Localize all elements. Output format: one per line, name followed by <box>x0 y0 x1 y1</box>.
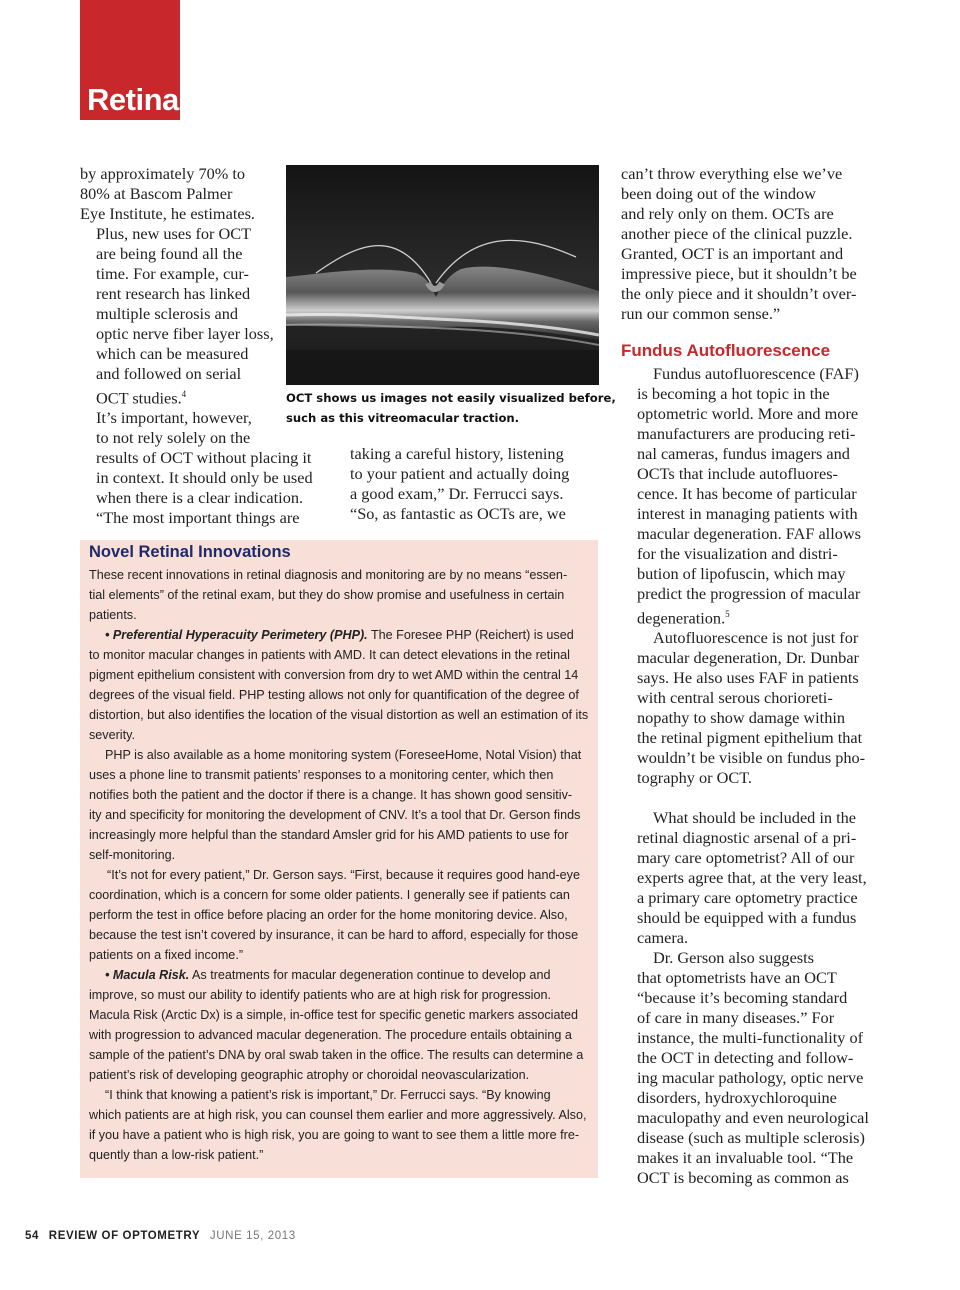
oct-scan-graphic <box>286 165 599 385</box>
col3-paragraph-5: Dr. Gerson also suggests that optometrists have an OCT “because it’s becoming standard of care in many diseases.” For instance, the multi-functionality of the OCT in detecting and follow- ing macular pathology, optic nerve disorders, hydroxychloroquine maculopathy and even neurological disease (such as multiple sclerosis) makes it an invaluable tool. “The OCT is becoming as common as <box>637 948 869 1188</box>
column-3-continued <box>621 364 881 1188</box>
magazine-name: REVIEW OF OPTOMETRY <box>48 1230 201 1242</box>
column-3 <box>621 164 881 324</box>
subheading-fundus-autofluorescence: Fundus Autofluorescence <box>621 341 831 360</box>
sidebar-box <box>80 540 598 1178</box>
column-1 <box>80 164 320 528</box>
col3-paragraph-2: Fundus autofluorescence (FAF) is becoming a hot topic in the optometric world. More and more manufacturers are producing reti- nal cameras, fundus imagers and OCTs that include autofluores- cence. It has become of particular interest in managing patients with macular degeneration. FAF allows for the visualization and distri- bution of lipofuscin, which may predict the progression of macular degeneration.$^5$ <box>637 364 861 628</box>
footnote-ref: 4 <box>181 389 187 399</box>
section-label: Retina <box>87 82 179 117</box>
oct-scan-image <box>286 165 599 385</box>
col1-paragraph-3: It’s important, however, to not rely solely on the results of OCT without placing it in context. It should only be used when there is a clear indication. “The most important things are <box>96 408 313 528</box>
section-tab <box>80 0 180 120</box>
col1-paragraph-1: by approximately 70% to 80% at Bascom Palmer Eye Institute, he estimates. <box>80 164 255 223</box>
macula-label: • Macula Risk. <box>105 968 190 982</box>
footnote-ref: 5 <box>725 609 730 619</box>
issue-date: JUNE 15, 2013 <box>209 1230 296 1242</box>
figure-caption: OCT shows us images not easily visualized before, such as this vitreomacular traction. <box>286 391 616 425</box>
sidebar-body <box>89 565 591 1165</box>
sidebar-php: • Preferential Hyperacuity Perimetery (PHP). The Foresee PHP (Reichert) is used to monitor macular changes in patients with AMD. It can detect elevations in the retinal pigment epithelium consistent with conversion from dry to wet AMD within the central 14 degrees of the visual field. PHP testing allows not only for quantification of the degree of distortion, but also identifies the location of the visual distortion as well an estimation of its severity. <box>89 628 589 742</box>
sidebar-macula-risk: • Macula Risk. As treatments for macular degeneration continue to develop and improve, so must our ability to identify patients who are at high risk for progression. Macula Risk (Arctic Dx) is a simple, in-office test for specific genetic markers associated with progression to advanced macular degeneration. The procedure entails obtaining a sample of the patient’s DNA by oral swab taken in the office. The results can determine a patient’s risk of developing geographic atrophy or choroidal neovascularization. <box>89 968 584 1082</box>
sidebar-title: Novel Retinal Innovations <box>89 543 291 561</box>
page-number: 54 <box>25 1230 39 1242</box>
sidebar-gerson-quote: “It’s not for every patient,” Dr. Gerson says. “First, because it requires good hand-eye coordination, which is a concern for some older patients. I generally see if patients can perform the test in office before placing an order for the home monitoring device. Also, because the test isn’t covered by insurance, it can be hard to afford, especially for those patients on a fixed income.” <box>89 868 580 962</box>
page-footer <box>25 1230 296 1242</box>
col1-paragraph-2: Plus, new uses for OCT are being found all the time. For example, cur- rent research has linked multiple sclerosis and optic nerve fiber layer loss, which can be measured and followed on serial OCT studies.$^4$ <box>96 224 274 408</box>
column-2: taking a careful history, listening to your patient and actually doing a good exam,” Dr. Ferrucci says. “So, as fantastic as OCTs are, we <box>350 444 570 523</box>
sidebar-ferrucci-quote: “I think that knowing a patient’s risk is important,” Dr. Ferrucci says. “By knowing which patients are at high risk, you can counsel them earlier and more aggressively. Also, if you have a patient who is high risk, you are going to want to see them a little more fre- quently than a low-risk patient.” <box>89 1088 587 1162</box>
col3-paragraph-1: can’t throw everything else we’ve been doing out of the window and rely only on them. OCTs are another piece of the clinical puzzle. Granted, OCT is an important and impressive piece, but it shouldn’t be the only piece and it shouldn’t over- run our common sense.” <box>621 164 857 323</box>
php-label: • Preferential Hyperacuity Perimetery (PHP). <box>105 628 368 642</box>
col3-paragraph-4: What should be included in the retinal diagnostic arsenal of a pri- mary care optometrist? All of our experts agree that, at the very least, a primary care optometry practice should be equipped with a fundus camera. <box>637 808 867 948</box>
col3-paragraph-3: Autofluorescence is not just for macular degeneration, Dr. Dunbar says. He also uses FAF in patients with central serous chorioreti- nopathy to show damage within the retinal pigment epithelium that wouldn’t be visible on fundus pho- tography or OCT. <box>637 628 866 788</box>
sidebar-intro: These recent innovations in retinal diagnosis and monitoring are by no means “essen- tial elements” of the retinal exam, but they do show promise and usefulness in certain patients. <box>89 568 568 622</box>
sidebar-home-monitoring: PHP is also available as a home monitoring system (ForeseeHome, Notal Vision) that uses a phone line to transmit patients’ responses to a monitoring center, which then notifies both the patient and the doctor if there is a change. It has shown good sensitiv- ity and specificity for monitoring the development of CNV. It’s a tool that Dr. Gerson finds increasingly more helpful than the standard Amsler grid for his AMD patients to use for self-monitoring. <box>89 748 582 862</box>
